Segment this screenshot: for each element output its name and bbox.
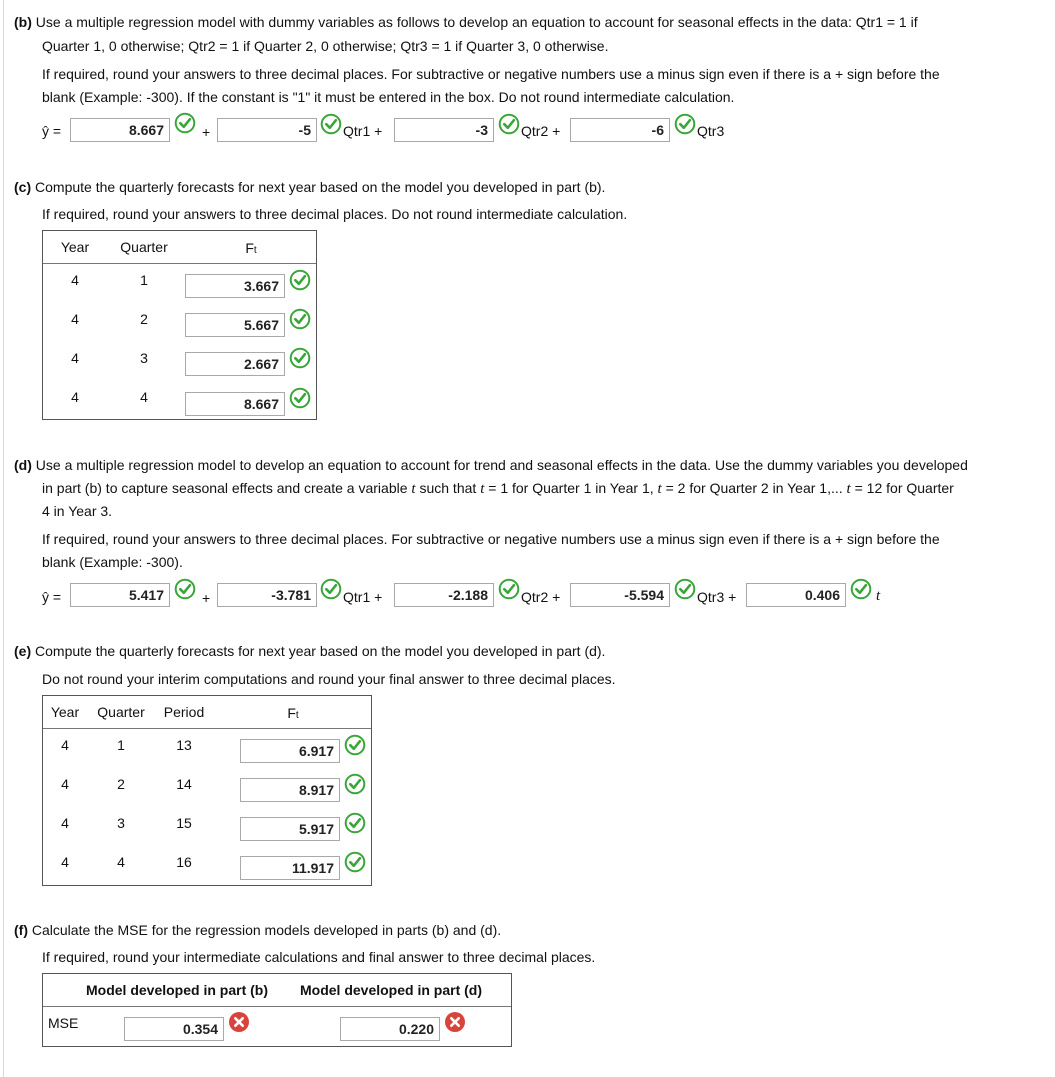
part-f-prompt: (f) Calculate the MSE for the regression models developed in parts (b) and (d). (14, 922, 502, 938)
part-e-ft-input[interactable]: 11.917 (240, 856, 340, 880)
check-circle-icon (289, 347, 311, 369)
col-header-period: Period (163, 704, 205, 720)
qtr3-term-label: Qtr3 (697, 123, 725, 139)
part-c-ft-input[interactable]: 2.667 (185, 352, 285, 376)
qtr3-term-label: Qtr3 + (697, 589, 737, 605)
part-d-prompt-line1: (d) Use a multiple regression model to develop an equation to account for trend and seasonal effects in the data. Use the dummy variables you developed (14, 457, 968, 473)
x-circle-icon (444, 1011, 466, 1033)
part-b-instructions-line2: blank (Example: -300). If the constant is "1" it must be entered in the box. Do not round intermediate calculation. (42, 89, 735, 105)
table-cell-quarter: 3 (140, 350, 148, 366)
part-b-prompt-line2: Quarter 1, 0 otherwise; Qtr2 = 1 if Quarter 2, 0 otherwise; Qtr3 = 1 if Quarter 3, 0 otherwise. (42, 38, 609, 54)
check-circle-icon (320, 578, 342, 600)
table-cell-quarter: 2 (140, 311, 148, 327)
part-b-instructions-line1: If required, round your answers to three decimal places. For subtractive or negative numbers use a minus sign even if there is a + sign before the (42, 66, 940, 82)
table-cell-year: 4 (71, 350, 79, 366)
col-header-ft: Ft (287, 705, 299, 721)
plus-sign: + (202, 590, 211, 606)
part-d-instructions-line1: If required, round your answers to three decimal places. For subtractive or negative numbers use a minus sign even if there is a + sign before the (42, 531, 940, 547)
check-circle-icon (674, 578, 696, 600)
part-d-prompt-line3: 4 in Year 3. (42, 503, 113, 519)
table-cell-quarter: 1 (117, 737, 125, 753)
table-divider (43, 1006, 511, 1007)
col-header-quarter: Quarter (120, 239, 168, 255)
part-c-ft-input[interactable]: 5.667 (185, 313, 285, 337)
check-circle-icon (289, 387, 311, 409)
check-circle-icon (344, 773, 366, 795)
mse-model-b-input[interactable]: 0.354 (124, 1017, 224, 1041)
table-cell-period: 14 (176, 776, 192, 792)
col-header-model-d: Model developed in part (d) (300, 982, 483, 998)
row-label-mse: MSE (48, 1015, 79, 1031)
part-e-ft-input[interactable]: 6.917 (240, 739, 340, 763)
part-d-qtr3-coef-input[interactable]: -5.594 (570, 583, 670, 607)
part-c-ft-input[interactable]: 3.667 (185, 274, 285, 298)
part-d-constant-input[interactable]: 5.417 (70, 583, 170, 607)
qtr2-term-label: Qtr2 + (521, 589, 561, 605)
table-cell-year: 4 (61, 776, 69, 792)
table-cell-quarter: 3 (117, 815, 125, 831)
part-d-instructions-line2: blank (Example: -300). (42, 554, 183, 570)
part-b-qtr3-coef-input[interactable]: -6 (570, 118, 670, 142)
part-d-qtr2-coef-input[interactable]: -2.188 (394, 583, 494, 607)
part-e-ft-input[interactable]: 8.917 (240, 778, 340, 802)
col-header-model-b: Model developed in part (b) (86, 982, 269, 998)
yhat-label: ŷ = (42, 123, 62, 139)
part-c-instructions: If required, round your answers to three decimal places. Do not round intermediate calculation. (42, 206, 628, 222)
part-f-instructions: If required, round your intermediate calculations and final answer to three decimal places. (42, 949, 596, 965)
qtr1-term-label: Qtr1 + (343, 589, 383, 605)
page-left-border (3, 0, 4, 1077)
table-cell-quarter: 2 (117, 776, 125, 792)
table-cell-period: 15 (176, 815, 192, 831)
yhat-label: ŷ = (42, 589, 62, 605)
table-cell-quarter: 4 (140, 389, 148, 405)
col-header-ft: Ft (245, 240, 257, 256)
part-b-constant-input[interactable]: 8.667 (70, 118, 170, 142)
col-header-year: Year (60, 239, 90, 255)
part-d-prompt-line2: in part (b) to capture seasonal effects and create a variable t such that t = 1 for Quarter 1 in Year 1, t = 2 for Quarter 2 in Year 1,... t = 12 for Quarter (42, 480, 954, 497)
x-circle-icon (228, 1011, 250, 1033)
check-circle-icon (344, 734, 366, 756)
qtr2-term-label: Qtr2 + (521, 123, 561, 139)
part-c-ft-input[interactable]: 8.667 (185, 392, 285, 416)
part-d-qtr1-coef-input[interactable]: -3.781 (217, 583, 317, 607)
part-c-prompt: (c) Compute the quarterly forecasts for next year based on the model you developed in part (b). (14, 179, 606, 195)
table-cell-quarter: 4 (117, 854, 125, 870)
table-cell-year: 4 (61, 815, 69, 831)
mse-model-d-input[interactable]: 0.220 (340, 1017, 440, 1041)
table-cell-year: 4 (71, 272, 79, 288)
check-circle-icon (850, 578, 872, 600)
check-circle-icon (174, 578, 196, 600)
t-term-label: t (876, 588, 881, 604)
col-header-quarter: Quarter (97, 704, 145, 720)
check-circle-icon (320, 113, 342, 135)
part-e-prompt: (e) Compute the quarterly forecasts for next year based on the model you developed in part (d). (14, 643, 606, 659)
table-cell-period: 13 (176, 737, 192, 753)
table-cell-period: 16 (176, 854, 192, 870)
table-cell-year: 4 (61, 854, 69, 870)
check-circle-icon (674, 113, 696, 135)
check-circle-icon (498, 113, 520, 135)
check-circle-icon (289, 269, 311, 291)
part-b-prompt-line1: (b) Use a multiple regression model with dummy variables as follows to develop an equation to account for seasonal effects in the data: Qtr1 = 1 if (14, 14, 918, 30)
col-header-year: Year (50, 704, 80, 720)
part-b-qtr1-coef-input[interactable]: -5 (217, 118, 317, 142)
check-circle-icon (344, 812, 366, 834)
check-circle-icon (344, 851, 366, 873)
check-circle-icon (498, 578, 520, 600)
table-cell-year: 4 (61, 737, 69, 753)
table-divider (43, 263, 316, 264)
table-cell-quarter: 1 (140, 272, 148, 288)
part-e-ft-input[interactable]: 5.917 (240, 817, 340, 841)
qtr1-term-label: Qtr1 + (343, 123, 383, 139)
check-circle-icon (174, 112, 196, 134)
table-cell-year: 4 (71, 389, 79, 405)
part-b-qtr2-coef-input[interactable]: -3 (394, 118, 494, 142)
part-e-instructions: Do not round your interim computations and round your final answer to three decimal places. (42, 671, 616, 687)
part-d-t-coef-input[interactable]: 0.406 (746, 583, 846, 607)
table-divider (43, 728, 371, 729)
table-cell-year: 4 (71, 311, 79, 327)
plus-sign: + (202, 124, 211, 140)
check-circle-icon (289, 308, 311, 330)
